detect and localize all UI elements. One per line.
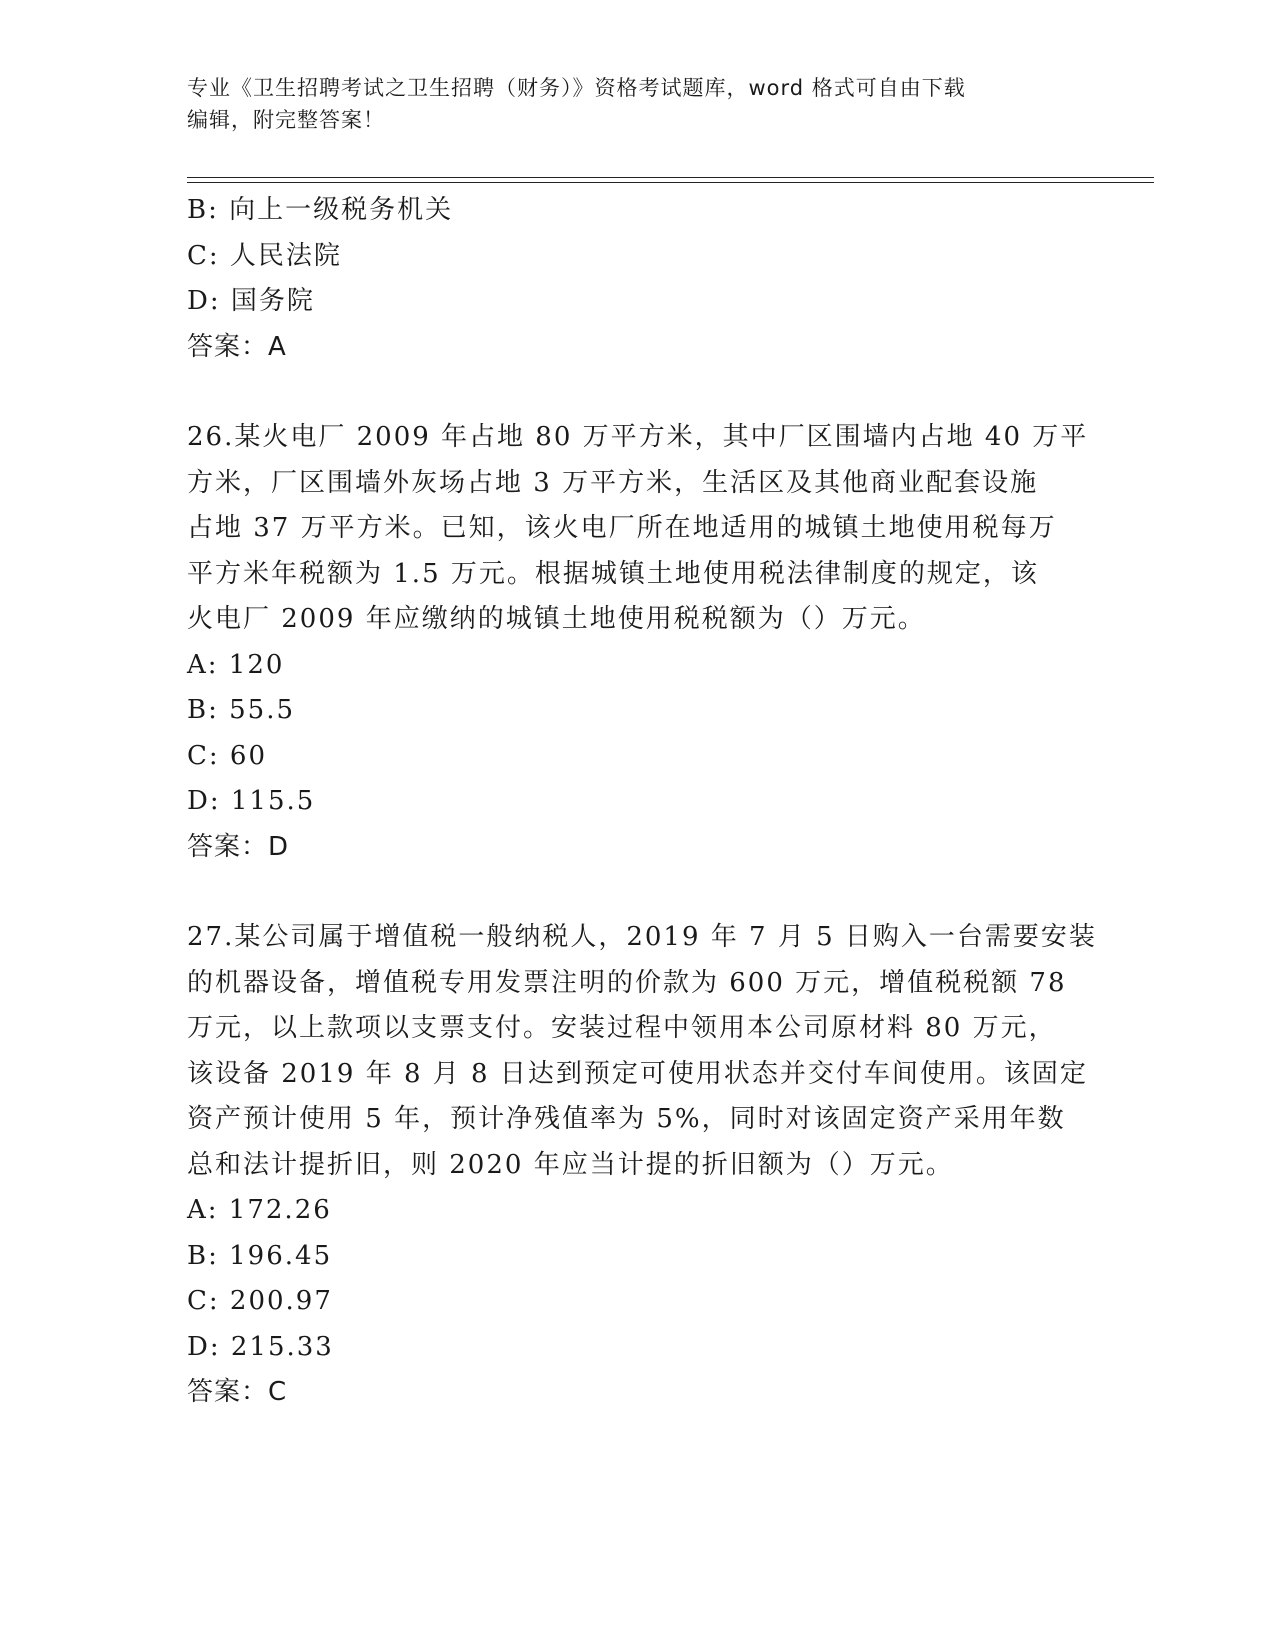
header-divider-bottom (187, 182, 1154, 183)
option-b: B: 196.45 (187, 1240, 333, 1271)
question-text-line: 资产预计使用 5 年，预计净残值率为 5%，同时对该固定资产采用年数 (187, 1104, 1066, 1134)
spacer (187, 370, 1087, 415)
header-divider-top (187, 177, 1154, 178)
option-c: C: 60 (187, 740, 268, 771)
question-text-line: 万元，以上款项以支票支付。安装过程中领用本公司原材料 80 万元， (187, 1013, 1057, 1043)
previous-question (187, 188, 1087, 370)
option-d: D: 115.5 (187, 786, 316, 816)
question-text-line: 该设备 2019 年 8 月 8 日达到预定可使用状态并交付车间使用。该固定 (187, 1058, 1088, 1089)
question-text-line: 火电厂 2009 年应缴纳的城镇土地使用税税额为（）万元。 (187, 604, 926, 634)
question-26 (187, 415, 1087, 870)
option-d: D: 国务院 (187, 286, 315, 316)
option-b: B: 向上一级税务机关 (187, 195, 454, 225)
question-27 (187, 915, 1097, 1416)
option-a: A: 172.26 (187, 1195, 332, 1225)
question-text-line: 占地 37 万平方米。已知，该火电厂所在地适用的城镇土地使用税每万 (187, 513, 1057, 543)
answer-line: 答案：A (187, 331, 287, 362)
question-text-line: 26.某火电厂 2009 年占地 80 万平方米，其中厂区围墙内占地 40 万平 (187, 422, 1089, 452)
header-line-1: 专业《卫生招聘考试之卫生招聘（财务）》资格考试题库，word 格式可自由下载 (187, 76, 966, 100)
option-a: A: 120 (187, 649, 285, 680)
option-c: C: 人民法院 (187, 240, 342, 271)
spacer (187, 870, 1087, 915)
question-text-line: 的机器设备，增值税专用发票注明的价款为 600 万元，增值税税额 78 (187, 967, 1067, 998)
question-text-line: 方米，厂区围墙外灰场占地 3 万平方米，生活区及其他商业配套设施 (187, 467, 1039, 498)
question-text-line: 平方米年税额为 1.5 万元。根据城镇土地使用税法律制度的规定，该 (187, 558, 1039, 589)
option-c: C: 200.97 (187, 1286, 333, 1316)
option-d: D: 215.33 (187, 1331, 334, 1362)
option-b: B: 55.5 (187, 695, 296, 725)
question-text-line: 27.某公司属于增值税一般纳税人，2019 年 7 月 5 日购入一台需要安装 (187, 922, 1097, 952)
header-line-2: 编辑，附完整答案！ (187, 108, 385, 132)
document-body (187, 188, 1097, 1416)
document-header (187, 72, 1087, 136)
answer-line: 答案：C (187, 1377, 288, 1407)
answer-line: 答案：D (187, 831, 290, 862)
question-text-line: 总和法计提折旧，则 2020 年应当计提的折旧额为（）万元。 (187, 1149, 954, 1180)
